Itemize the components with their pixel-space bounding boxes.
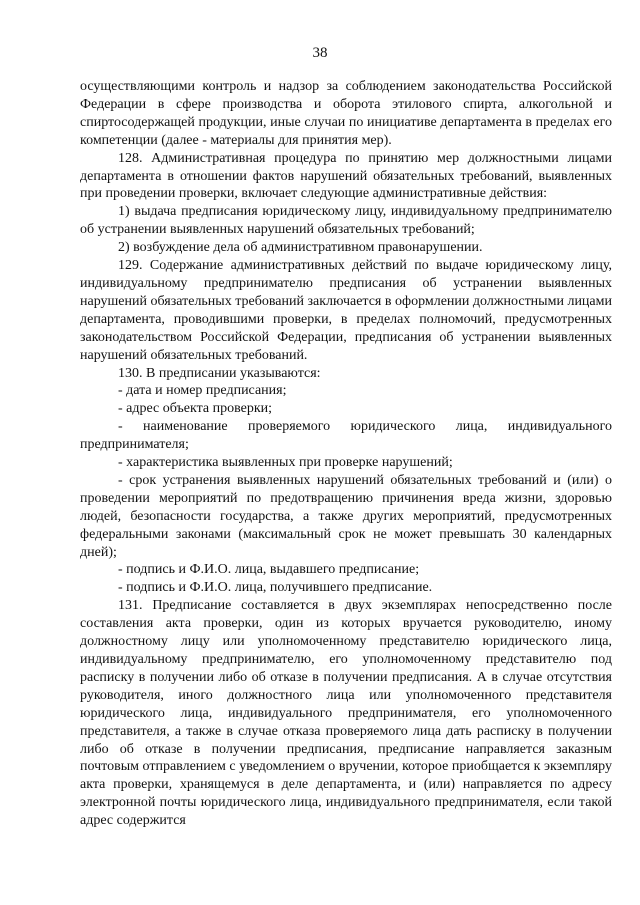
paragraph: 128. Административная процедура по принятию мер должностными лицами департамента в отношении фактов нарушений обязательных требований, выявленных при проведении проверки, включает следующие административные действия: (80, 150, 612, 202)
paragraph: 129. Содержание административных действий по выдаче юридическому лицу, индивидуальному предпринимателю предписания об устранении выявленных нарушений обязательных требований заключается в оформлении должностными лицами департамента, проводившими проверки, в пределах полномочий, предусмотренных законодательством Российской Федерации, предписания об устранении выявленных нарушений обязательных требований. (80, 258, 612, 363)
paragraph: 1) выдача предписания юридическому лицу, индивидуальному предпринимателю об устранении выявленных нарушений обязательных требований; (80, 204, 612, 238)
list-item: - подпись и Ф.И.О. лица, выдавшего предписание; (118, 562, 420, 578)
list-item: - подпись и Ф.И.О. лица, получившего предписание. (118, 580, 433, 596)
paragraph: осуществляющими контроль и надзор за соблюдением законодательства Российской Федерации в сфере производства и оборота этилового спирта, алкогольной и спиртосодержащей продукции, иные случаи по инициативе департамента в пределах его компетенции (далее - материалы для принятия мер). (80, 79, 612, 148)
list-item: - наименование проверяемого юридического лица, индивидуального предпринимателя; (80, 419, 612, 453)
list-item: - срок устранения выявленных нарушений обязательных требований и (или) о проведении мероприятий по предотвращению причинения вреда жизни, здоровью людей, безопасности государства, а также других мероприятий, предусмотренных федеральными законами (максимальный срок не может превышать 30 календарных дней); (80, 472, 612, 560)
paragraph: 130. В предписании указываются: (118, 365, 321, 381)
list-item: - характеристика выявленных при проверке нарушений; (118, 455, 453, 471)
page-number: 38 (312, 45, 328, 61)
paragraph: 2) возбуждение дела об административном правонарушении. (118, 240, 483, 256)
document-body (80, 78, 612, 830)
list-item: - адрес объекта проверки; (118, 401, 273, 417)
list-item: - дата и номер предписания; (118, 383, 287, 399)
paragraph: 131. Предписание составляется в двух экземплярах непосредственно после составления акта проверки, один из которых вручается руководителю, иному должностному лицу или уполномоченному представителю юридического лица, индивидуальному предпринимателю, его уполномоченному представителю под расписку в получении либо об отказе в получении предписания. А в случае отсутствия руководителя, иного должностного лица или уполномоченного представителя юридического лица, индивидуального предпринимателя, его уполномоченного представителя, а также в случае отказа проверяемого лица дать расписку в получении либо об отказе в получении предписания, предписание направляется заказным почтовым отправлением с уведомлением о вручении, которое приобщается к экземпляру акта проверки, хранящемуся в деле департамента, и (или) направляется по адресу электронной почты юридического лица, индивидуального предпринимателя, если такой адрес содержится (80, 598, 612, 829)
